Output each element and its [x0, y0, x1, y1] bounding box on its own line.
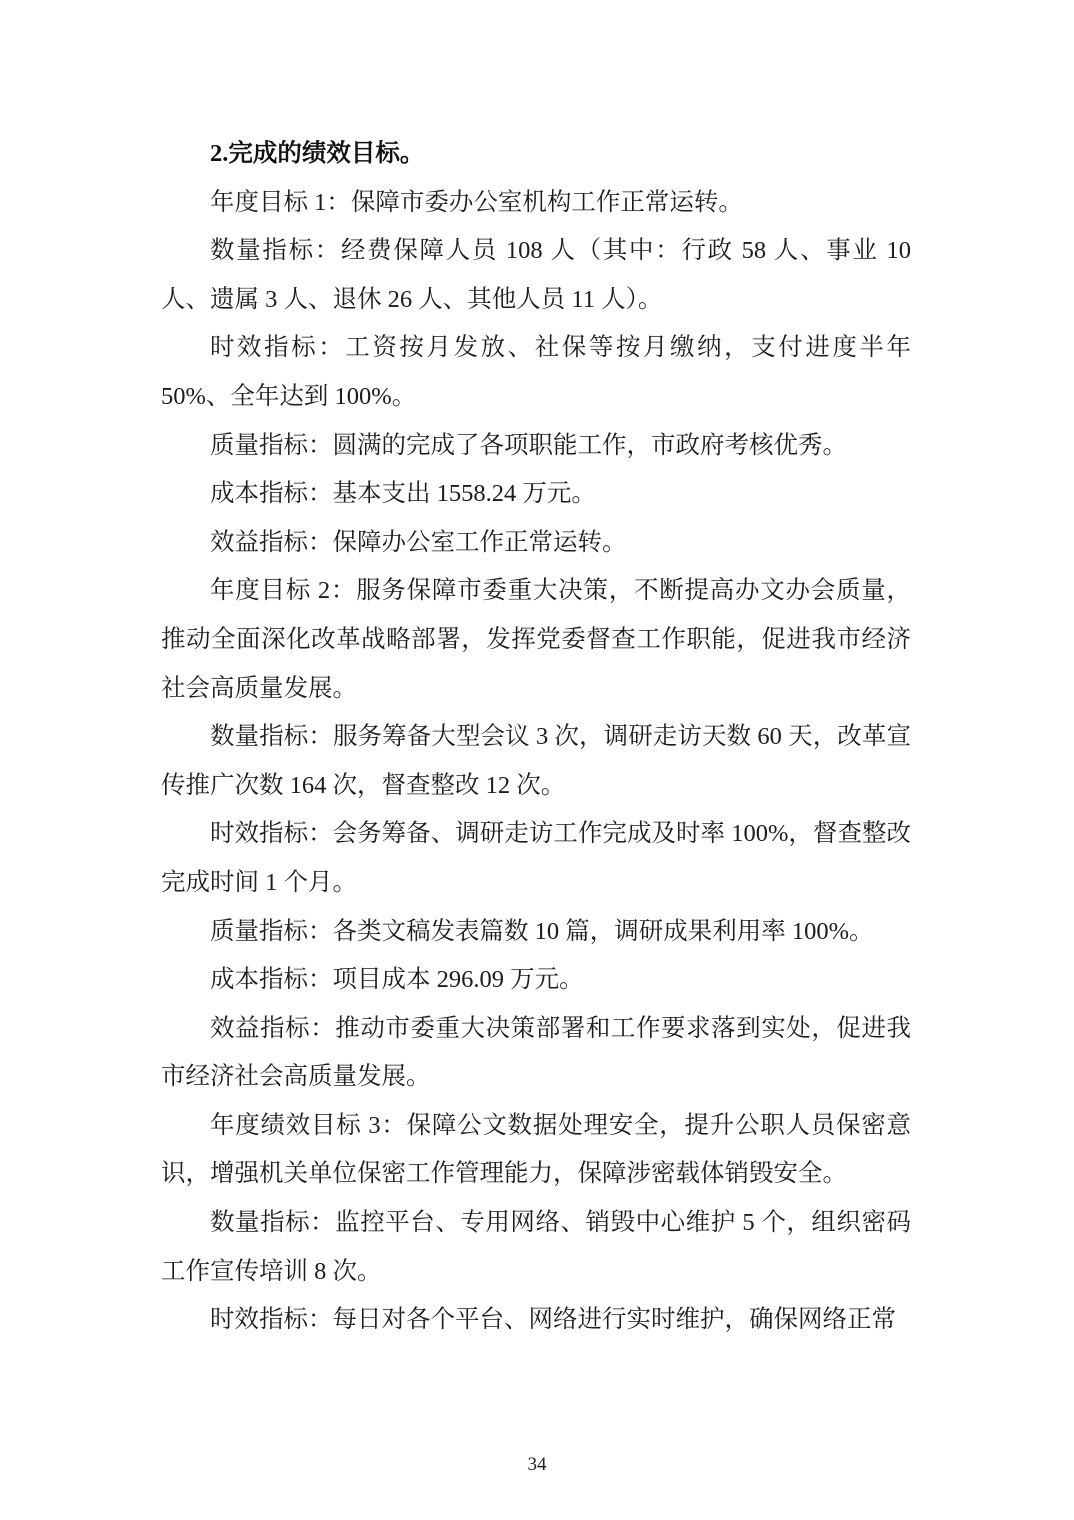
para-quantity-indicator-goal2: 数量指标：服务筹备大型会议 3 次，调研走访天数 60 天，改革宣传推广次数 164 次，督查整改 12 次。	[161, 723, 911, 799]
para-annual-goal-2: 年度目标 2：服务保障市委重大决策，不断提高办文办会质量，推动全面深化改革战略部署，发挥党委督查工作职能，促进我市经济社会高质量发展。	[161, 577, 911, 702]
para-benefit-indicator-goal1: 效益指标：保障办公室工作正常运转。	[210, 528, 627, 556]
para-quality-indicator-goal1: 质量指标：圆满的完成了各项职能工作，市政府考核优秀。	[210, 431, 847, 459]
page-number: 34	[527, 1454, 547, 1475]
para-timeliness-indicator-goal1: 时效指标：工资按月发放、社保等按月缴纳，支付进度半年 50%、全年达到 100%。	[161, 334, 911, 410]
para-quality-indicator-goal2: 质量指标：各类文稿发表篇数 10 篇，调研成果利用率 100%。	[210, 917, 874, 945]
document-body	[161, 130, 911, 1345]
para-timeliness-indicator-goal2: 时效指标：会务筹备、调研走访工作完成及时率 100%，督查整改完成时间 1 个月。	[161, 820, 911, 896]
para-annual-goal-1: 年度目标 1：保障市委办公室机构工作正常运转。	[210, 188, 743, 216]
para-cost-indicator-goal2: 成本指标：项目成本 296.09 万元。	[210, 966, 584, 994]
para-benefit-indicator-goal2: 效益指标：推动市委重大决策部署和工作要求落到实处，促进我市经济社会高质量发展。	[161, 1014, 911, 1091]
section-heading-completed-performance-goals: 2.完成的绩效目标。	[210, 140, 425, 167]
para-quantity-indicator-goal1: 数量指标：经费保障人员 108 人（其中：行政 58 人、事业 10 人、遗属 3 人、退休 26 人、其他人员 11 人）。	[161, 237, 911, 313]
para-annual-goal-3: 年度绩效目标 3：保障公文数据处理安全，提升公职人员保密意识，增强机关单位保密工作管理能力，保障涉密载体销毁安全。	[161, 1111, 911, 1188]
para-cost-indicator-goal1: 成本指标：基本支出 1558.24 万元。	[210, 480, 596, 508]
para-quantity-indicator-goal3: 数量指标：监控平台、专用网络、销毁中心维护 5 个，组织密码工作宣传培训 8 次。	[161, 1209, 911, 1285]
para-timeliness-indicator-goal3: 时效指标：每日对各个平台、网络进行实时维护，确保网络正常	[210, 1306, 896, 1334]
